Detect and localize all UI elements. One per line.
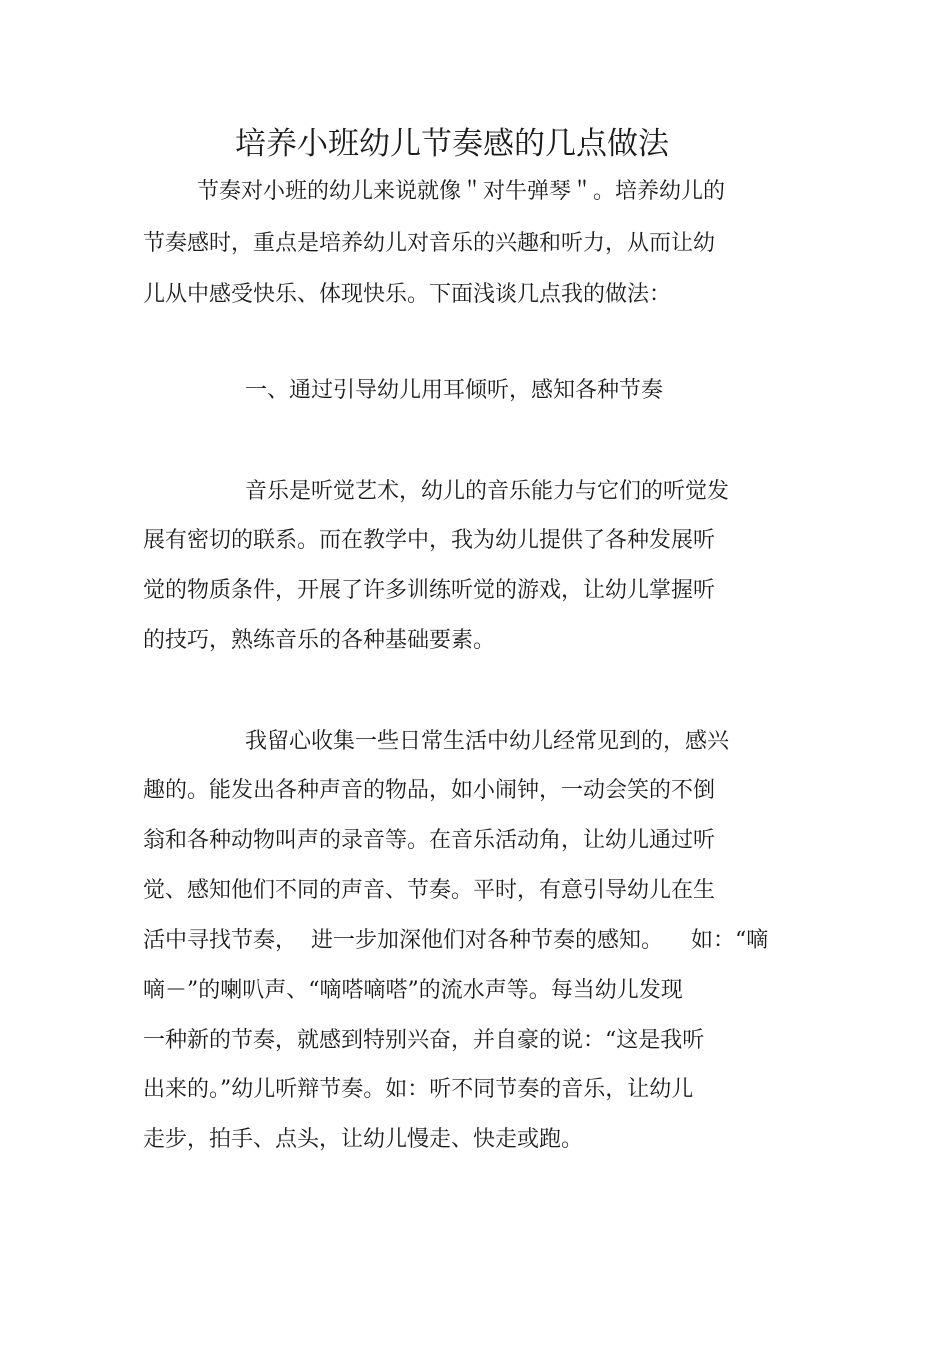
paragraph-line: 出来的。”幼儿听辩节奏。如：听不同节奏的音乐，让幼儿	[143, 1077, 694, 1102]
intro-line: 儿从中感受快乐、体现快乐。下面浅谈几点我的做法：	[143, 282, 672, 307]
paragraph-line: 觉、感知他们不同的声音、节奏。平时，有意引导幼儿在生	[143, 878, 716, 903]
paragraph-line: 的技巧，熟练音乐的各种基础要素。	[143, 628, 496, 653]
paragraph-line: 嘀－”的喇叭声、“嘀嗒嘀嗒”的流水声等。每当幼儿发现	[143, 978, 683, 1003]
intro-line: 节奏对小班的幼儿来说就像＂对牛弹琴＂。培养幼儿的	[197, 179, 726, 204]
paragraph-line: 一种新的节奏，就感到特别兴奋，并自豪的说：“这是我听	[143, 1028, 705, 1053]
document-title: 培养小班幼儿节奏感的几点做法	[235, 126, 669, 162]
paragraph-line: 展有密切的联系。而在教学中，我为幼儿提供了各种发展听	[143, 528, 716, 553]
paragraph-line: 翁和各种动物叫声的录音等。在音乐活动角，让幼儿通过听	[143, 828, 716, 853]
paragraph-line: 走步，拍手、点头，让幼儿慢走、快走或跑。	[143, 1127, 584, 1152]
section-heading: 一、通过引导幼儿用耳倾听，感知各种节奏	[245, 378, 664, 403]
intro-line: 节奏感时，重点是培养幼儿对音乐的兴趣和听力，从而让幼	[143, 231, 716, 256]
paragraph-line: 活中寻找节奏， 进一步加深他们对各种节奏的感知。 如：“嘀	[143, 928, 769, 953]
paragraph-line: 趣的。能发出各种声音的物品，如小闹钟，一动会笑的不倒	[143, 778, 716, 803]
paragraph-line: 我留心收集一些日常生活中幼儿经常见到的，感兴	[245, 729, 730, 754]
paragraph-line: 觉的物质条件，开展了许多训练听觉的游戏，让幼儿掌握听	[143, 578, 716, 603]
paragraph-line: 音乐是听觉艺术，幼儿的音乐能力与它们的听觉发	[245, 479, 730, 504]
